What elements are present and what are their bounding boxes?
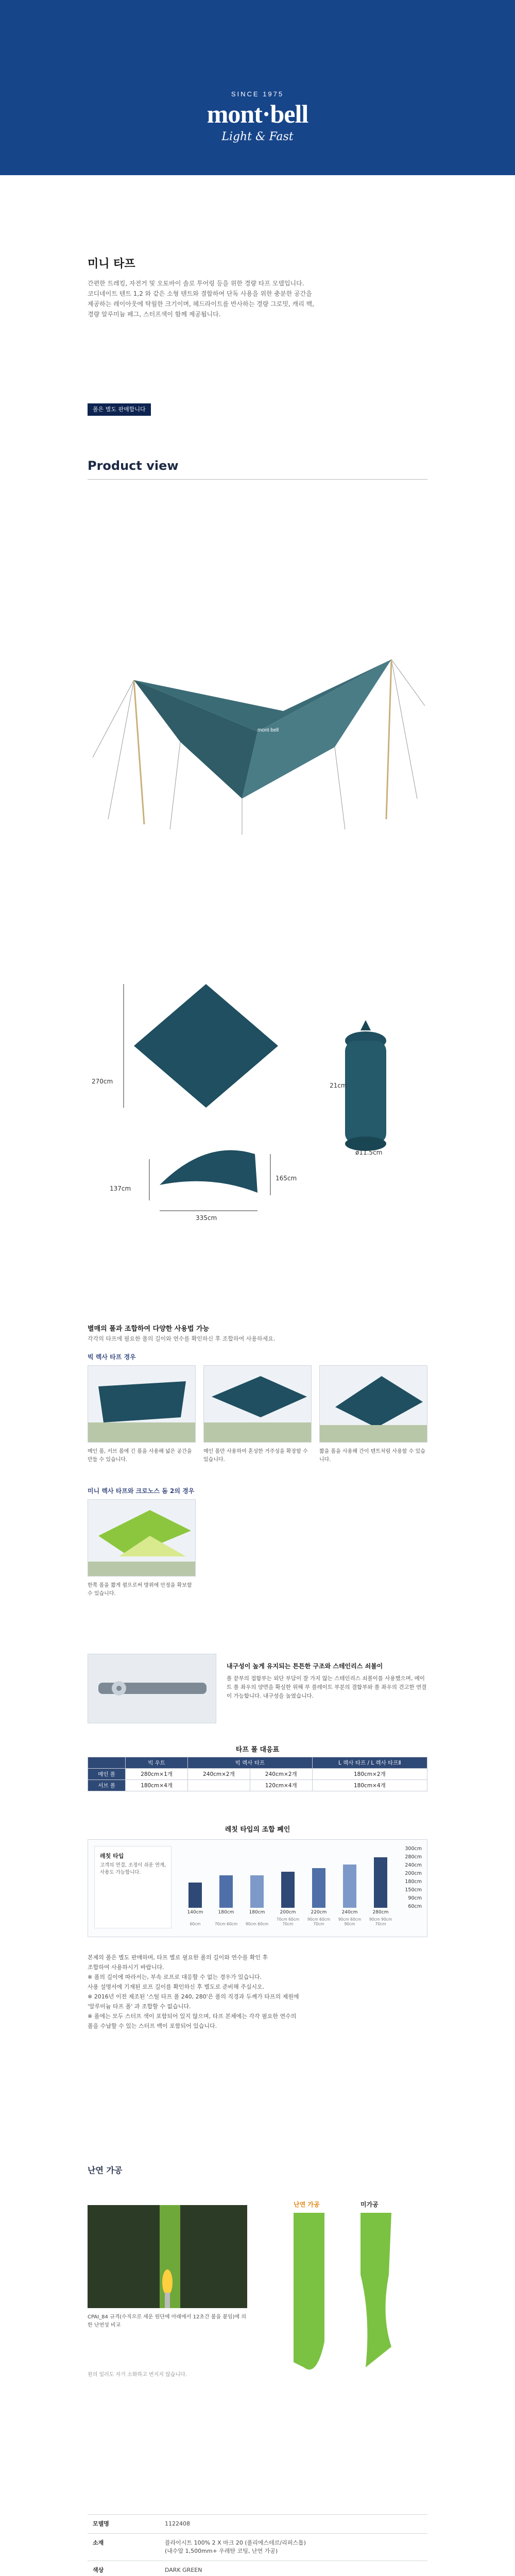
note-line: '알루미늄 타프 폴' 과 조합할 수 없습니다.: [88, 2003, 191, 2010]
pole-feature-title: 내구성이 높게 유지되는 튼튼한 구조와 스테인리스 쇠볼이: [227, 1663, 383, 1670]
table-cell: 180cm×4개: [126, 1780, 188, 1791]
ladder-title: 레칫 타입의 조합 폐인: [225, 1826, 290, 1834]
usage-photo: [203, 1365, 312, 1443]
bar-length-label: 220cm: [311, 1910, 327, 1915]
table-cell: 240cm×2개: [250, 1769, 312, 1780]
ratchet-desc: 고객의 연결, 조정이 쉬운 연계, 사용도 가능합니다.: [100, 1862, 166, 1875]
usage-caption: 한쪽 폴을 짧게 펼으로써 방위에 안정을 확보할 수 있습니다.: [88, 1583, 192, 1597]
table-row: [88, 1780, 427, 1791]
length-item: 240cm: [405, 1862, 422, 1868]
bar-segment-label: 90cm 60cm: [245, 1922, 269, 1926]
length-item: 90cm: [408, 1895, 422, 1901]
spec-key: 모델명: [93, 2520, 109, 2527]
bar-length-label: 200cm: [280, 1910, 296, 1915]
spec-row: [88, 2533, 427, 2561]
table-cell: 180cm×4개: [312, 1780, 427, 1791]
ladder-card: [88, 1839, 427, 1937]
flame-test-caption: CPAI_84 규격(수직으로 세운 원단에 아래에서 12초간 불을 붙임)에 의한 난연성 비교: [88, 2314, 247, 2328]
pole-length-bar: [374, 1857, 387, 1908]
pole-sold-separately-badge: 폴은 별도 판매합니다: [88, 403, 151, 416]
intro-line: 코디네이트 텐트 1,2 와 같은 소형 텐트와 결합하여 단독 사용을 위한 충분한 공간을: [88, 290, 312, 297]
flame-test-note: 원의 일러도 자기 소화하고 번지지 않습니다.: [88, 2372, 187, 2378]
note-line: ※ 폴에는 모두 스터프 색이 포함되어 있지 않으며, 타프 본체에는 각각 필요한 연수의: [88, 2013, 297, 2020]
bar-segment-label: 90cm 60cm 90cm: [338, 1917, 362, 1926]
pole-joint-photo: [88, 1654, 216, 1723]
ratchet-info-box: [94, 1846, 171, 1928]
table-cell: 120cm×4개: [250, 1780, 312, 1791]
table-header-cell: [88, 1757, 126, 1769]
brand-header: [0, 0, 515, 175]
length-item: 300cm: [405, 1846, 422, 1852]
pole-length-bar: [312, 1868, 325, 1908]
spec-value: 1122408: [165, 2520, 190, 2527]
spec-row: [88, 2514, 427, 2533]
brand-since: SINCE 1975: [231, 90, 284, 98]
dim-width-bottom: 335cm: [196, 1214, 217, 1222]
table-cell: 180cm×2개: [312, 1769, 427, 1780]
table-header-cell: L 렉사 타프 / L 렉사 타프Ⅱ: [312, 1757, 427, 1769]
length-item: 280cm: [405, 1854, 422, 1860]
spec-key: 소재: [93, 2539, 104, 2546]
pole-length-chart: [178, 1846, 420, 1928]
dim-height-side: 137cm: [110, 1185, 131, 1192]
length-item: 180cm: [405, 1879, 422, 1885]
product-view-heading: Product view: [88, 459, 179, 473]
length-item: 60cm: [408, 1904, 422, 1909]
length-list: [405, 1845, 422, 1911]
ratchet-title: 레칫 타입: [100, 1853, 124, 1859]
table-header-row: [88, 1757, 427, 1769]
bar-segment-label: 90cm 60cm 70cm: [307, 1917, 331, 1926]
intro-line: 제공하는 레이아웃에 탁월한 크기이며, 헤드라이트를 반사하는 경량 그로밋, 캐리 백,: [88, 300, 314, 308]
pole-table-title: 타프 폴 대응표: [235, 1746, 280, 1754]
table-cell: [188, 1780, 250, 1791]
bar-segment-label: 60cm: [190, 1922, 201, 1926]
note-line: ※ 폴의 길이에 따라서는, 부속 로프로 대응할 수 없는 경우가 있습니다.: [88, 1974, 262, 1980]
table-cell: 240cm×2개: [188, 1769, 250, 1780]
brand-logo: mont·bell: [207, 99, 308, 128]
table-row-label: 메인 폴: [88, 1769, 126, 1780]
usage-title: 별매의 폴과 조합하여 다양한 사용법 가능: [88, 1325, 210, 1333]
usage-photo: [88, 1365, 196, 1443]
pole-compat-table: [88, 1757, 427, 1791]
pole-length-bar: [219, 1875, 233, 1908]
fabric-heading: 난연 가공: [88, 2165, 123, 2175]
product-title: 미니 타프: [88, 258, 135, 270]
usage-subtitle: 각각의 타프에 필요한 폴의 길이와 연수를 확인하신 후 조합하여 사용하세요.: [88, 1335, 276, 1342]
flame-test-photo: [88, 2205, 247, 2308]
bar-length-label: 280cm: [372, 1910, 389, 1915]
dim-width-top: 270cm: [92, 1078, 113, 1085]
product-intro: [88, 278, 427, 319]
note-line: ※ 2016년 이전 제조된 '스틸 타프 폴 240, 280'은 폴의 직경과 두께가 타프의 제원에: [88, 1993, 299, 2000]
table-header-cell: 빅 렉사 타프: [188, 1757, 313, 1769]
bar-segment-label: 70cm 60cm: [214, 1922, 238, 1926]
note-line: 사용 설명서에 기재된 로프 길이를 확인하신 후 별도로 준비해 주십시오.: [88, 1984, 265, 1990]
bar-length-label: 140cm: [187, 1910, 203, 1915]
length-item: 150cm: [405, 1887, 422, 1893]
bag-diameter: ø11.5cm: [355, 1149, 383, 1156]
spec-table: [88, 2514, 427, 2576]
table-row: [88, 1769, 427, 1780]
fabric-sample-strips: [288, 2213, 402, 2388]
usage-caption: 짧을 폴을 사용해 간이 텐트처럼 사용할 수 있습니다.: [319, 1449, 425, 1463]
pole-length-bar: [188, 1883, 202, 1908]
tarp-illustration: [88, 613, 427, 850]
note-line: 폴을 수납할 수 있는 스터프 백이 포함되어 있습니다.: [88, 2023, 217, 2029]
bar-segment-label: 70cm 60cm 70cm: [276, 1917, 300, 1926]
table-header-cell: 빅 우트: [126, 1757, 188, 1769]
spec-value: 플라이시트 100% 2 X 마크 20 (폴리에스테르/리퍼스톱) (내수압 1,500mm+ 우레탄 코팅, 난연 가공): [165, 2539, 306, 2554]
tarp-logo: mont·bell: [258, 727, 279, 733]
pole-length-bar: [343, 1865, 356, 1908]
table-row-label: 서브 폴: [88, 1780, 126, 1791]
bar-length-label: 240cm: [341, 1910, 358, 1915]
bar-segment-label: 90cm 90cm 70cm: [369, 1917, 392, 1926]
note-line: 본제의 폴은 별도 판매하며, 타프 별로 필요한 폴의 길이와 연수를 확인 후: [88, 1954, 268, 1961]
length-item: 200cm: [405, 1871, 422, 1876]
usage-caption: 메인 폴만 사용하여 혼성한 거주성을 확장할 수 있습니다.: [203, 1449, 308, 1463]
sample-treated-label: 난연 가공: [294, 2201, 320, 2208]
spec-value: DARK GREEN: [165, 2567, 202, 2573]
table-cell: 280cm×1개: [126, 1769, 188, 1780]
usage-photo: [88, 1499, 196, 1577]
spec-row: [88, 2561, 427, 2576]
sample-untreated-label: 미가공: [360, 2201, 379, 2208]
pole-length-bar: [281, 1872, 295, 1908]
pole-length-bar: [250, 1875, 264, 1908]
usage-caption: 메인 폴, 서브 폴에 긴 폴을 사용해 넓은 공간을 만들 수 있습니다.: [88, 1449, 192, 1463]
usage-group-1: 빅 렉사 타프 경우: [88, 1353, 136, 1361]
bar-length-label: 180cm: [249, 1910, 265, 1915]
brand-tagline: Light & Fast: [221, 130, 294, 143]
intro-line: 간편한 트레킹, 자전거 및 오토바이 솔로 투어링 등을 위한 경량 타프 모델입니다.: [88, 280, 304, 287]
section-divider: [88, 479, 427, 480]
dim-center: 165cm: [276, 1175, 297, 1182]
pole-notes: [88, 1953, 427, 2031]
spec-key: 색상: [93, 2567, 104, 2573]
note-line: 조합하여 사용하시기 바랍니다.: [88, 1964, 164, 1971]
usage-group-2: 미니 렉사 타프와 크로노스 돔 2의 경우: [88, 1487, 195, 1495]
bag-height: 21cm: [330, 1082, 347, 1089]
bar-length-label: 180cm: [218, 1910, 234, 1915]
intro-line: 경량 알루미늄 페그, 스터프색이 함께 제공됩니다.: [88, 311, 221, 318]
pole-feature-desc: 폴 끝부의 접합부는 외단 부담이 잘 가지 않는 스테인리스 쇠볼이를 사용했으며, 메이트 폴 좌우의 양면을 확실한 위해 부 플레이트 부분의 결합부와 폴 좌우의 견고한 연결이 가능합니다. 내구성을 높였습니다.: [227, 1675, 427, 1699]
usage-photo: [319, 1365, 427, 1443]
